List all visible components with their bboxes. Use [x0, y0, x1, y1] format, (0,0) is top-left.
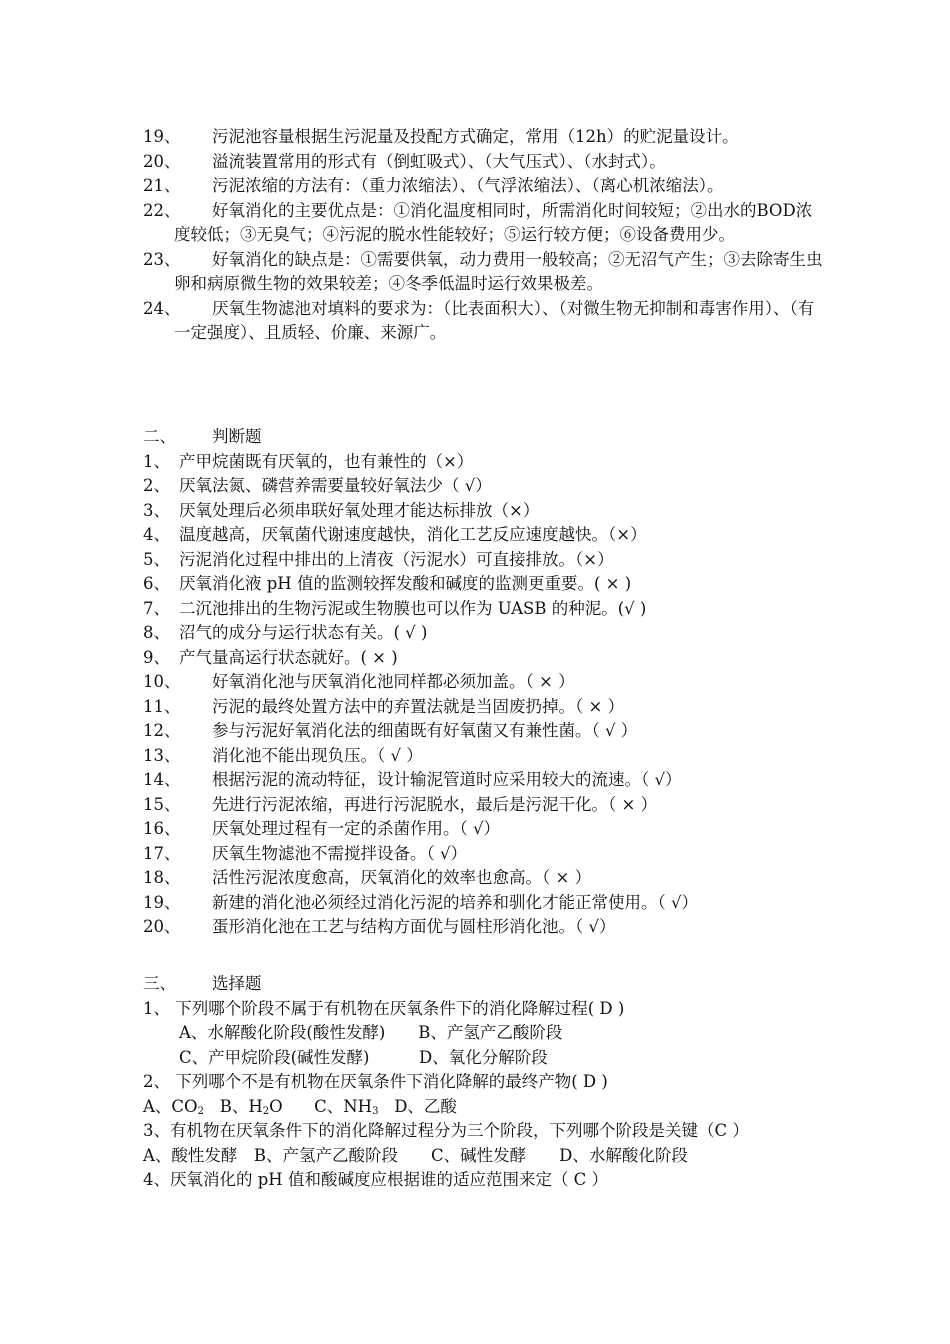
judge-item-15: [143, 793, 823, 818]
judgement-section: [143, 425, 823, 940]
item-text: 产气量高运行状态就好。( × ): [179, 647, 398, 667]
item-number: 16、: [143, 819, 181, 838]
item-number: 17、: [143, 843, 181, 863]
fill-item-24: [143, 297, 823, 346]
item-number: 22、: [143, 200, 181, 220]
item-number: 8、: [143, 623, 170, 642]
item-text: 污泥浓缩的方法有：（重力浓缩法）、（气浮浓缩法）、（离心机浓缩法）。: [212, 176, 724, 195]
choice-question-1: 1、 下列哪个阶段不属于有机物在厌氧条件下的消化降解过程( D ): [143, 998, 625, 1018]
choice-section: [143, 972, 823, 1193]
item-number: 2、: [143, 476, 170, 495]
item-number: 9、: [143, 647, 170, 667]
choice-question-3: 3、有机物在厌氧条件下的消化降解过程分为三个阶段，下列哪个阶段是关键（C ）: [143, 1121, 749, 1140]
fill-item-23: [143, 248, 823, 297]
judge-item-13: [143, 744, 823, 769]
choice-options-1a: A、水解酸化阶段(酸性发酵) B、产氢产乙酸阶段: [179, 1023, 563, 1042]
option-d: D、乙酸: [394, 1096, 457, 1116]
fill-in-section: [143, 125, 823, 346]
judge-item-17: [143, 842, 823, 867]
item-number: 20、: [143, 151, 181, 171]
judge-item-1: [143, 450, 823, 475]
section-heading: 判断题: [212, 427, 262, 446]
item-text: 先进行污泥浓缩，再进行污泥脱水，最后是污泥干化。（ × ）: [212, 794, 658, 814]
item-text: 污泥池容量根据生污泥量及投配方式确定，常用（12h）的贮泥量设计。: [212, 127, 739, 146]
judge-item-3: [143, 499, 823, 524]
judge-item-4: [143, 523, 823, 548]
item-text: 厌氧处理后必须串联好氧处理才能达标排放（×）: [179, 500, 540, 520]
item-text: 根据污泥的流动特征，设计输泥管道时应采用较大的流速。（ √）: [212, 770, 682, 789]
choice-question-2: 2、 下列哪个不是有机物在厌氧条件下消化降解的最终产物( D ): [143, 1072, 608, 1091]
item-number: 20、: [143, 917, 181, 936]
fill-item-20: [143, 150, 823, 175]
item-text: 二沉池排出的生物污泥或生物膜也可以作为 UASB 的种泥。(√ ): [179, 598, 647, 618]
item-text: 污泥消化过程中排出的上清夜（污泥水）可直接排放。（×）: [179, 549, 614, 569]
item-text: 产甲烷菌既有厌氧的，也有兼性的（×）: [179, 451, 474, 471]
option-a: A、CO: [143, 1096, 198, 1116]
judge-item-20: [143, 915, 823, 940]
subscript: 2: [197, 1105, 204, 1117]
section-heading: 选择题: [212, 974, 262, 993]
item-number: 14、: [143, 770, 181, 789]
judge-item-7: [143, 597, 823, 622]
item-number: 18、: [143, 868, 181, 887]
item-number: 13、: [143, 745, 181, 765]
item-text: 厌氧法氮、磷营养需要量较好氧法少（ √）: [179, 476, 492, 495]
item-number: 19、: [143, 892, 181, 912]
choice-options-3: A、酸性发酵 B、产氢产乙酸阶段 C、碱性发酵 D、水解酸化阶段: [143, 1145, 688, 1165]
item-number: 23、: [143, 249, 181, 269]
judge-item-9: [143, 646, 823, 671]
item-number: 3、: [143, 500, 170, 520]
section-number: 三、: [143, 974, 176, 993]
subscript: 2: [262, 1105, 270, 1117]
option-b: B、H: [219, 1096, 263, 1116]
item-text: 厌氧生物滤池对填料的要求为：（比表面积大）、（对微生物无抑制和毒害作用）、（有一定强度）、且质轻、价廉、来源广。: [174, 298, 815, 342]
judge-item-6: [143, 572, 823, 597]
judge-item-16: [143, 817, 823, 842]
judge-item-2: [143, 474, 823, 499]
fill-item-21: [143, 174, 823, 199]
fill-item-22: [143, 199, 823, 248]
item-number: 24、: [143, 298, 181, 318]
item-text: 参与污泥好氧消化法的细菌既有好氧菌又有兼性菌。（ √ ）: [212, 721, 638, 740]
item-text: 溢流装置常用的形式有（倒虹吸式）、（大气压式）、（水封式）。: [212, 151, 666, 171]
item-number: 15、: [143, 794, 181, 814]
item-text: 活性污泥浓度愈高，厌氧消化的效率也愈高。（ × ）: [212, 868, 592, 887]
fill-item-19: [143, 125, 823, 150]
choice-question-4: 4、厌氧消化的 pH 值和酸碱度应根据谁的适应范围来定（ C ）: [143, 1170, 609, 1189]
item-text: 沼气的成分与运行状态有关。( √ ): [179, 623, 428, 642]
item-text: 新建的消化池必须经过消化污泥的培养和驯化才能正常使用。（ √）: [212, 892, 699, 912]
judge-item-14: [143, 768, 823, 793]
judge-item-8: [143, 621, 823, 646]
section-number: 二、: [143, 427, 176, 446]
judge-item-12: [143, 719, 823, 744]
choice-options-1b: C、产甲烷阶段(碱性发酵) D、氧化分解阶段: [179, 1047, 548, 1067]
item-text: 温度越高，厌氧菌代谢速度越快，消化工艺反应速度越快。（×）: [179, 525, 647, 544]
item-text: 厌氧生物滤池不需搅拌设备。（ √）: [212, 843, 468, 863]
item-number: 12、: [143, 721, 181, 740]
item-text: 厌氧消化液 pH 值的监测较挥发酸和碱度的监测更重要。( × ): [179, 574, 632, 593]
option-c: C、NH: [314, 1096, 373, 1116]
subscript: 3: [372, 1105, 379, 1117]
item-number: 4、: [143, 525, 170, 544]
item-number: 6、: [143, 574, 170, 593]
item-text: 污泥的最终处置方法中的弃置法就是当固废扔掉。（ × ）: [212, 696, 625, 716]
item-text: 消化池不能出现负压。（ √ ）: [212, 745, 423, 765]
item-number: 7、: [143, 598, 170, 618]
judge-item-5: [143, 548, 823, 573]
judge-item-19: [143, 891, 823, 916]
item-number: 5、: [143, 549, 170, 569]
judge-item-11: [143, 695, 823, 720]
item-number: 11、: [143, 696, 181, 716]
item-number: 21、: [143, 176, 181, 195]
item-number: 10、: [143, 672, 181, 691]
item-text: 好氧消化池与厌氧消化池同样都必须加盖。（ × ）: [212, 672, 575, 691]
section-title: [143, 425, 823, 450]
judge-item-18: [143, 866, 823, 891]
choice-options-2: [143, 1095, 823, 1120]
item-number: 1、: [143, 451, 170, 471]
judge-item-10: [143, 670, 823, 695]
item-text: 蛋形消化池在工艺与结构方面优与圆柱形消化池。（ √）: [212, 917, 616, 936]
item-number: 19、: [143, 127, 181, 146]
item-text: 好氧消化的缺点是：①需要供氧，动力费用一般较高；②无沼气产生；③去除寄生虫卵和病原微生物的效果较差；④冬季低温时运行效果极差。: [174, 249, 823, 293]
item-text: 厌氧处理过程有一定的杀菌作用。（ √）: [212, 819, 501, 838]
option-b-tail: O: [269, 1096, 283, 1116]
item-text: 好氧消化的主要优点是：①消化温度相同时，所需消化时间较短；②出水的BOD浓度较低；③无臭气；④污泥的脱水性能较好；⑤运行较方便；⑥设备费用少。: [174, 200, 813, 244]
section-title: [143, 972, 823, 997]
